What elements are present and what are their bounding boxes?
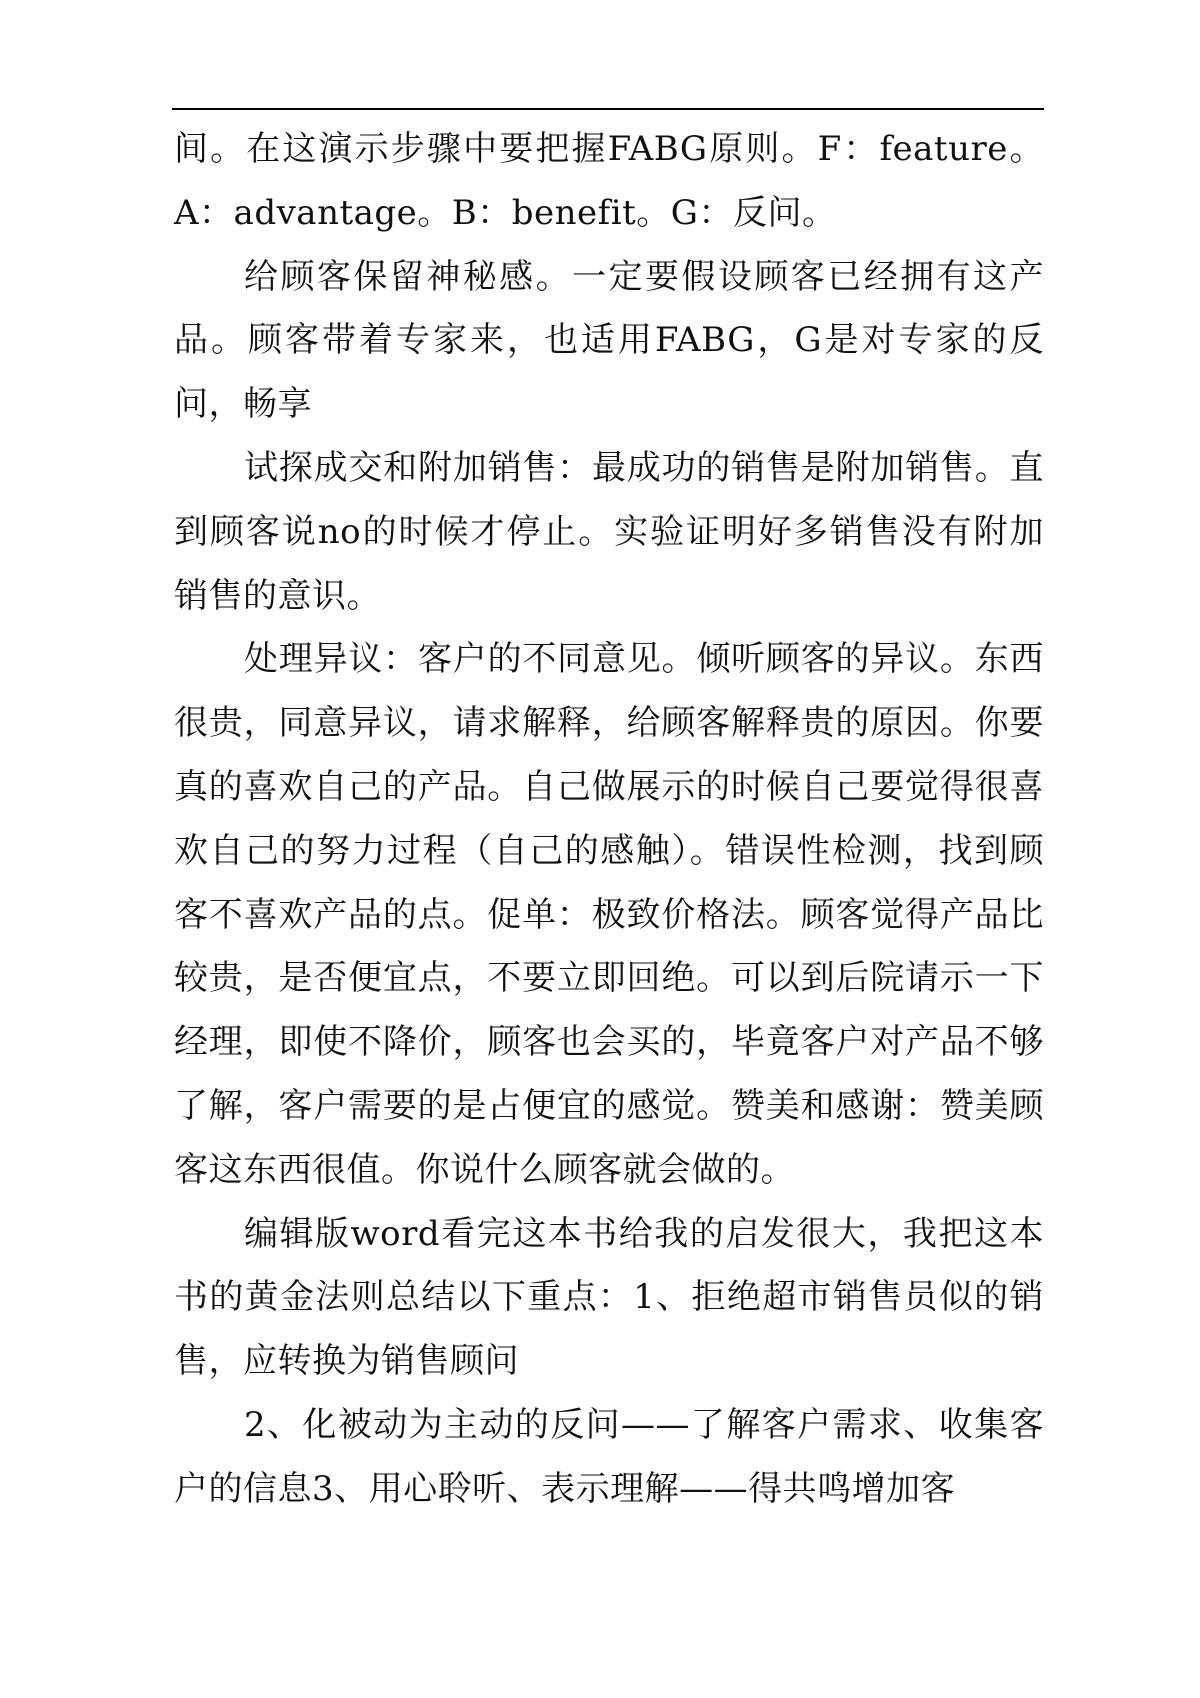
paragraph-fabg-principle: 间。在这演示步骤中要把握FABG原则。F：feature。A：advantage。B：benefit。G：反问。 bbox=[174, 129, 1044, 233]
paragraph-golden-rules: 编辑版word看完这本书给我的启发很大，我把这本书的黄金法则总结以下重点：1、拒绝超市销售员似的销售，应转换为销售顾问 bbox=[174, 1213, 1044, 1382]
header-rule bbox=[172, 108, 1044, 110]
paragraph-rules-continued: 2、化被动为主动的反问——了解客户需求、收集客户的信息3、用心聆听、表示理解——得共鸣增加客 bbox=[174, 1404, 1044, 1509]
paragraph-upsell: 试探成交和附加销售：最成功的销售是附加销售。直到顾客说no的时候才停止。实验证明好多销售没有附加销售的意识。 bbox=[174, 447, 1044, 616]
paragraph-mystery: 给顾客保留神秘感。一定要假设顾客已经拥有这产品。顾客带着专家来，也适用FABG，G是对专家的反问，畅享 bbox=[174, 256, 1044, 425]
document-body bbox=[174, 118, 1044, 1522]
paragraph-objections: 处理异议：客户的不同意见。倾听顾客的异议。东西很贵，同意异议，请求解释，给顾客解释贵的原因。你要真的喜欢自己的产品。自己做展示的时候自己要觉得很喜欢自己的努力过程（自己的感触）。错误性检测，找到顾客不喜欢产品的点。促单：极致价格法。顾客觉得产品比较贵，是否便宜点，不要立即回绝。可以到后院请示一下经理，即使不降价，顾客也会买的，毕竟客户对产品不够了解，客户需要的是占便宜的感觉。赞美和感谢：赞美顾客这东西很值。你说什么顾客就会做的。 bbox=[174, 639, 1044, 1190]
